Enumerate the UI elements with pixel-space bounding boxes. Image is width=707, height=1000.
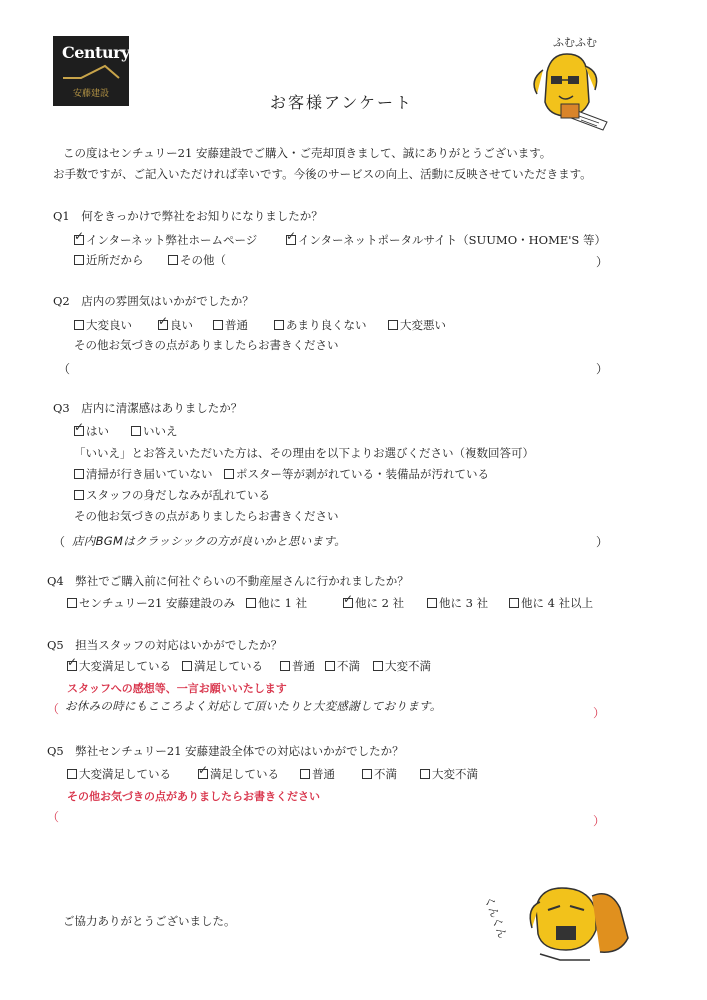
q5a-option-1[interactable] [182,659,263,673]
q4-option-4[interactable] [509,596,593,610]
q5b-option-2[interactable] [300,767,335,781]
checkbox-checked[interactable] [158,320,168,330]
checkbox[interactable] [274,320,284,330]
q5b-option-3[interactable] [362,767,397,781]
q2-comment-prompt: その他お気づきの点がありましたらお書きください [74,338,339,352]
q5a-close-paren: ） [593,706,606,720]
q5a-handwritten-comment: お休みの時にもこころよく対応して頂いたりと大変感謝しております。 [65,699,442,713]
q1-close-paren: ） [596,255,609,269]
q5-company-question: Q5 弊社センチュリー21 安藤建設全体での対応はいかがでしたか？ [47,744,404,758]
q1-opt1-label: インターネット弊社ホームページ [86,233,258,247]
q2-option-3[interactable] [274,318,367,332]
q3-close-paren: ） [596,535,609,549]
q5-staff-question: Q5 担当スタッフの対応はいかがでしたか？ [47,638,283,652]
mascot-dog-sniffing-icon [481,868,640,972]
logo-roof-icon [61,64,121,80]
q2-option-4[interactable] [388,318,446,332]
q1-opt2-label: インターネットポータルサイト（SUUMO・HOME'S 等） [298,233,606,247]
checkbox[interactable] [74,469,84,479]
q5b-opt-label: 普通 [312,767,335,781]
q3-handwritten-comment: 店内BGMはクラッシックの方が良いかと思います。 [72,534,347,548]
q5b-red-prompt: その他お気づきの点がありましたらお書きください [67,790,320,803]
q4-opt-label: 他に 4 社以上 [521,596,594,610]
q4-opt-label: 他に 1 社 [258,596,308,610]
q3-option-no[interactable] [131,424,178,438]
q2-opt-label: 良い [170,318,193,332]
checkbox-checked[interactable] [343,598,353,608]
q2-opt-label: 大変悪い [400,318,446,332]
q5b-opt-label: 大変不満 [432,767,478,781]
q2-opt-label: あまり良くない [286,318,367,332]
q3-option-yes[interactable] [74,424,109,438]
century21-logo [53,36,152,106]
q1-question: Q1 何をきっかけで弊社をお知りになりましたか？ [53,209,323,223]
q5a-option-0[interactable] [67,659,171,673]
intro-line-2: お手数ですが、ご記入いただければ幸いです。今後のサービスの向上、活動に反映させていただきます。 [53,167,592,181]
mascot-top-label: ふむふむ [553,36,597,49]
q5a-option-3[interactable] [325,659,360,673]
checkbox[interactable] [280,661,290,671]
q5b-option-1[interactable] [198,767,279,781]
q2-option-0[interactable] [74,318,132,332]
q1-option-portal[interactable] [286,233,606,247]
q2-close-paren: ） [596,362,609,376]
q5a-opt-label: 不満 [337,659,360,673]
q2-opt-label: 大変良い [86,318,132,332]
checkbox-checked[interactable] [74,235,84,245]
checkbox[interactable] [224,469,234,479]
q3-reason-label: スタッフの身だしなみが乱れている [86,488,270,502]
checkbox[interactable] [373,661,383,671]
mascot-bottom-label: くんくん [481,894,510,941]
q3-comment-prompt: その他お気づきの点がありましたらお書きください [74,509,339,523]
checkbox[interactable] [509,598,519,608]
checkbox[interactable] [427,598,437,608]
q5a-option-4[interactable] [373,659,431,673]
checkbox[interactable] [131,426,141,436]
checkbox[interactable] [388,320,398,330]
q1-opt3-label: 近所だから [86,253,144,267]
logo-sub: 安藤建設 [72,89,109,99]
q5b-opt-label: 不満 [374,767,397,781]
q3-reason-label: 清掃が行き届いていない [86,467,213,481]
q4-option-3[interactable] [427,596,488,610]
q2-opt-label: 普通 [225,318,248,332]
q4-question: Q4 弊社でご購入前に何社ぐらいの不動産屋さんに行かれましたか？ [47,574,409,588]
q3-question: Q3 店内に清潔感はありましたか？ [53,401,243,415]
q3-reason-1[interactable] [74,467,213,481]
checkbox[interactable] [74,490,84,500]
q3-yes-label: はい [86,424,109,438]
q3-reason-label: ポスター等が剥がれている・装備品が汚れている [236,467,489,481]
intro-line-1: この度はセンチュリー21 安藤建設でご購入・ご売却頂きまして、誠にありがとうございます。 [63,146,552,160]
checkbox[interactable] [74,320,84,330]
logo-brand: Century21 [62,43,152,62]
checkbox[interactable] [325,661,335,671]
checkbox[interactable] [74,255,84,265]
checkbox-checked[interactable] [286,235,296,245]
checkbox[interactable] [420,769,430,779]
q5b-opt-label: 満足している [210,767,279,781]
q5a-opt-label: 普通 [292,659,315,673]
q3-open-paren: （ [53,535,66,549]
checkbox-checked[interactable] [198,769,208,779]
q5a-opt-label: 満足している [194,659,263,673]
page-title: お客様アンケート [270,93,414,112]
mascot-dog-writing-icon [525,32,615,136]
q4-option-2[interactable] [343,596,404,610]
checkbox[interactable] [168,255,178,265]
q1-option-homepage[interactable] [74,233,257,247]
q2-question: Q2 店内の雰囲気はいかがでしたか？ [53,294,254,308]
q3-reason-2[interactable] [224,467,489,481]
q5a-opt-label: 大変満足している [79,659,171,673]
q3-reason-3[interactable] [74,488,270,502]
checkbox[interactable] [67,769,77,779]
q2-open-paren: （ [58,362,71,376]
q3-no-label: いいえ [143,424,178,438]
q2-option-1[interactable] [158,318,193,332]
checkbox[interactable] [246,598,256,608]
checkbox[interactable] [182,661,192,671]
checkbox[interactable] [213,320,223,330]
checkbox-checked[interactable] [67,661,77,671]
checkbox[interactable] [300,769,310,779]
checkbox[interactable] [67,598,77,608]
checkbox-checked[interactable] [74,426,84,436]
q5a-opt-label: 大変不満 [385,659,431,673]
checkbox[interactable] [362,769,372,779]
q5b-opt-label: 大変満足している [79,767,171,781]
q2-option-2[interactable] [213,318,248,332]
q5b-open-paren: （ [47,810,60,824]
q4-option-0[interactable] [67,596,235,610]
q4-opt-label: センチュリー21 安藤建設のみ [79,596,235,610]
q4-opt-label: 他に 2 社 [355,596,405,610]
footer-thanks: ご協力ありがとうございました。 [63,914,236,928]
q3-no-note: 「いいえ」とお答えいただいた方は、その理由を以下よりお選びください（複数回答可） [74,446,534,460]
q1-option-nearby[interactable] [74,253,144,267]
q5a-option-2[interactable] [280,659,315,673]
q5a-open-paren: （ [47,702,60,716]
q5b-option-4[interactable] [420,767,478,781]
q5b-option-0[interactable] [67,767,171,781]
q1-option-other[interactable] [168,253,226,267]
q5a-red-prompt: スタッフへの感想等、一言お願いいたします [67,682,287,695]
q5b-close-paren: ） [593,814,606,828]
q4-opt-label: 他に 3 社 [439,596,489,610]
q4-option-1[interactable] [246,596,307,610]
q1-opt4-label: その他（ [180,253,226,267]
